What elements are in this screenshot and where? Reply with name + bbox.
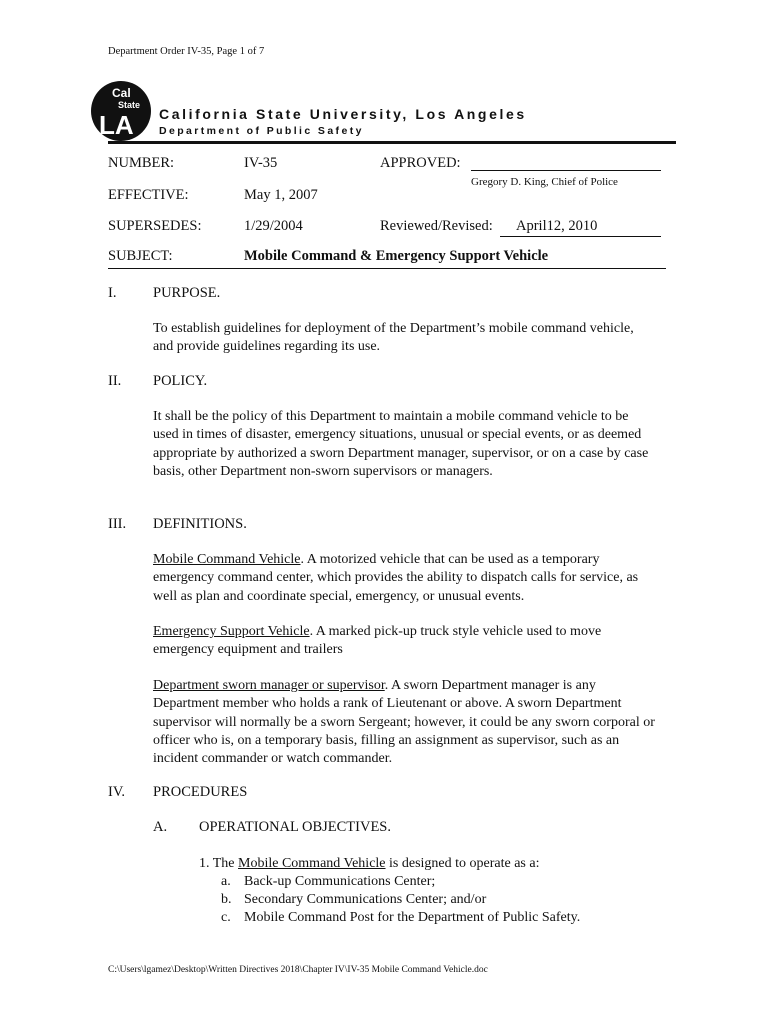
section-2-title: POLICY. xyxy=(153,373,208,389)
logo-text-la: LA xyxy=(99,110,134,140)
sub-item-c xyxy=(221,909,581,927)
number-value: IV-35 xyxy=(244,155,278,171)
definition-text: . A sworn Department manager is any Department member who holds a rank of Lieutenant or above. A sworn Department supervisor will normally be a sworn Sergeant; however, it could be any sworn corporal or officer who is, on a temporary basis, filling an assignment as supervisor, such as an incident commander or watch commander. xyxy=(153,678,655,767)
item-prefix: 1. The xyxy=(199,856,239,871)
cal-state-la-logo xyxy=(90,80,152,142)
section-2-number: II. xyxy=(108,373,122,389)
section-4-title: PROCEDURES xyxy=(153,784,248,800)
subject-label: SUBJECT: xyxy=(108,248,173,264)
reviewed-value: April12, 2010 xyxy=(516,218,598,234)
sub-item-text: Secondary Communications Center; and/or xyxy=(244,892,487,907)
definition-term: Emergency Support Vehicle xyxy=(153,624,310,639)
approved-label: APPROVED: xyxy=(380,155,461,171)
header-divider xyxy=(108,141,676,144)
logo-text-state: State xyxy=(118,100,141,110)
signature-line xyxy=(471,170,661,171)
university-name: California State University, Los Angeles xyxy=(159,106,527,122)
definition-mobile-command-vehicle xyxy=(153,551,653,606)
approver-name: Gregory D. King, Chief of Police xyxy=(471,176,618,188)
definition-text: . A marked pick-up truck style vehicle used to move emergency equipment and trailers xyxy=(153,624,602,658)
section-1-number: I. xyxy=(108,285,117,301)
reviewed-underline xyxy=(500,236,661,237)
sub-item-letter: b. xyxy=(221,892,232,907)
file-path-footer: C:\Users\lgamez\Desktop\Written Directives 2018\Chapter IV\IV-35 Mobile Command Vehicle.doc xyxy=(108,965,488,975)
logo-text-cal: Cal xyxy=(112,86,131,100)
page-header: Department Order IV-35, Page 1 of 7 xyxy=(108,46,265,57)
section-4-number: IV. xyxy=(108,784,126,800)
number-label: NUMBER: xyxy=(108,155,175,171)
sub-item-a xyxy=(221,873,436,891)
procedure-item-1 xyxy=(199,855,539,873)
sub-item-letter: c. xyxy=(221,910,231,925)
subject-value: Mobile Command & Emergency Support Vehicle xyxy=(244,248,549,264)
definition-term: Department sworn manager or supervisor xyxy=(153,678,385,693)
reviewed-label: Reviewed/Revised: xyxy=(380,218,493,234)
supersedes-value: 1/29/2004 xyxy=(244,218,303,234)
sub-item-text: Back-up Communications Center; xyxy=(244,874,436,889)
item-term: Mobile Command Vehicle xyxy=(238,856,386,871)
policy-text: It shall be the policy of this Department to maintain a mobile command vehicle to be used in times of disaster, emergency situations, unusual or special events, or as deemed appropriate by authorized a sworn Department manager, supervisor, or on a case by case basis, other Department non-sworn supervisors or managers. xyxy=(153,409,649,479)
effective-label: EFFECTIVE: xyxy=(108,187,189,203)
sub-item-letter: a. xyxy=(221,874,231,889)
sub-item-text: Mobile Command Post for the Department of Public Safety. xyxy=(244,910,581,925)
supersedes-label: SUPERSEDES: xyxy=(108,218,202,234)
subsection-a-title: OPERATIONAL OBJECTIVES. xyxy=(199,819,391,835)
section-1-title: PURPOSE. xyxy=(153,285,221,301)
department-name: Department of Public Safety xyxy=(159,125,364,137)
subject-divider xyxy=(108,268,666,269)
definition-text: . A motorized vehicle that can be used as a temporary emergency command center, which provides the ability to dispatch calls for service, as well as plan and coordinate special, emergency, or unusual events. xyxy=(153,552,639,604)
section-3-title: DEFINITIONS. xyxy=(153,516,247,532)
effective-value: May 1, 2007 xyxy=(244,187,318,203)
definition-term: Mobile Command Vehicle xyxy=(153,552,301,567)
section-3-number: III. xyxy=(108,516,127,532)
subsection-a-letter: A. xyxy=(153,819,168,835)
definition-sworn-manager xyxy=(153,677,665,768)
purpose-text: To establish guidelines for deployment of the Department’s mobile command vehicle, and provide guidelines regarding its use. xyxy=(153,321,634,355)
definition-emergency-support-vehicle xyxy=(153,623,653,660)
item-suffix: is designed to operate as a: xyxy=(385,856,540,871)
sub-item-b xyxy=(221,891,487,909)
